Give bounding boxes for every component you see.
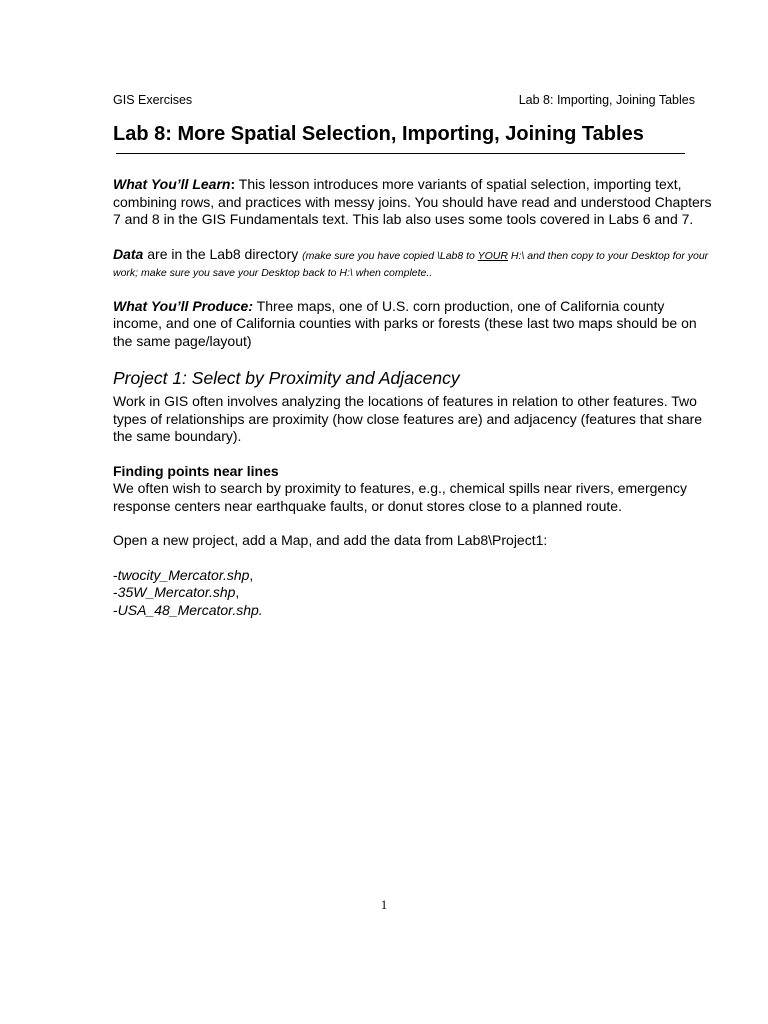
open-project-text: Open a new project, add a Map, and add the data from Lab8\Project1:	[113, 532, 548, 548]
data-note-post: H:\ and then copy to your Desktop for your work; make sure you save your Desktop back to H:\ when complete..	[113, 249, 709, 279]
running-header-left: GIS Exercises	[113, 93, 193, 107]
file-name: twocity_Mercator.shp	[117, 566, 250, 583]
data-note-underline: YOUR	[477, 249, 508, 262]
data-label: Data	[113, 245, 144, 262]
file-name: USA_48_Mercator.shp.	[117, 601, 263, 618]
learn-paragraph	[113, 176, 713, 229]
produce-text: Three maps, one of U.S. corn production, one of California county income, and one of California counties with parks or forests (these last two maps should be on the same page/layout)	[113, 297, 697, 349]
list-item	[113, 584, 713, 602]
file-name: 35W_Mercator.shp	[117, 584, 236, 600]
file-dash: -	[113, 584, 118, 600]
file-list	[113, 567, 713, 620]
learn-label: What You’ll Learn	[113, 176, 231, 192]
file-dash: -	[113, 601, 118, 618]
data-text: are in the Lab8 directory	[143, 245, 303, 262]
data-note-pre: (make sure you have copied \Lab8 to	[302, 249, 478, 262]
list-item	[113, 567, 713, 585]
learn-colon: :	[230, 176, 236, 192]
title-divider	[116, 153, 685, 154]
page-number: 1	[380, 898, 388, 912]
finding-points-subheading: Finding points near lines	[113, 462, 279, 479]
file-end: ,	[235, 584, 240, 600]
project1-intro: Work in GIS often involves analyzing the locations of features in relation to other features. Two types of relationships are proximity (how close features are) and adjacency (features that share the same boundary).	[113, 393, 703, 444]
page-title: Lab 8: More Spatial Selection, Importing, Joining Tables	[113, 123, 644, 145]
learn-text: This lesson introduces more variants of spatial selection, importing text, combining rows, and practices with messy joins. You should have read and understood Chapters 7 and 8 in the GIS Fundamentals text. This lab also uses some tools covered in Labs 6 and 7.	[113, 176, 712, 227]
finding-points-text: We often wish to search by proximity to features, e.g., chemical spills near rivers, emergency response centers near earthquake faults, or donut stores close to a planned route.	[113, 480, 687, 514]
running-header-right: Lab 8: Importing, Joining Tables	[518, 93, 695, 107]
produce-label: What You’ll Produce:	[113, 297, 254, 314]
list-item	[113, 602, 713, 620]
data-paragraph	[113, 246, 713, 281]
project1-heading: Project 1: Select by Proximity and Adjacency	[113, 368, 460, 388]
document-body	[113, 176, 713, 619]
file-end: ,	[249, 566, 254, 583]
file-dash: -	[113, 566, 118, 583]
produce-paragraph	[113, 298, 713, 351]
